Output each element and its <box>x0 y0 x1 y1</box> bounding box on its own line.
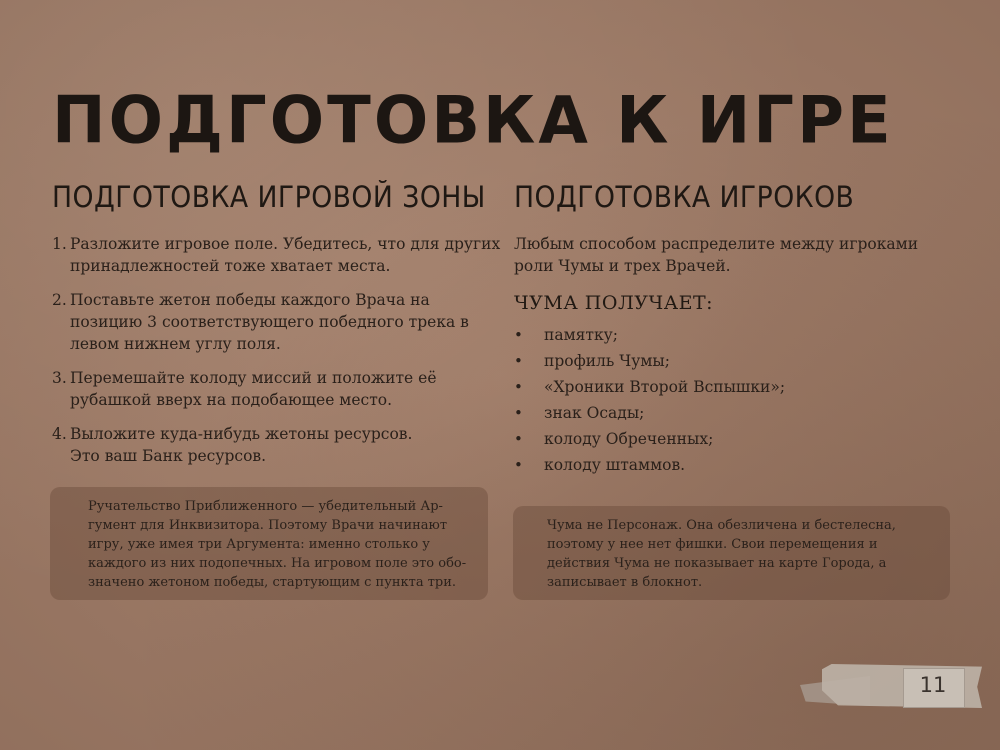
page-title: ПОДГОТОВКА К ИГРЕ <box>52 83 894 159</box>
step-line: левом нижнем углу поля. <box>70 335 281 353</box>
setup-steps-list <box>52 233 502 479</box>
setup-step <box>52 233 502 277</box>
step-number: 3. <box>52 369 67 387</box>
step-number: 4. <box>52 425 67 443</box>
intro-line: роли Чумы и трех Врачей. <box>514 257 731 275</box>
step-number: 1. <box>52 235 67 253</box>
list-item: • знак Осады; <box>514 404 645 422</box>
note-line: каждого из них подопечных. На игровом поле это обо- <box>88 556 467 571</box>
note-box-plague <box>513 506 950 600</box>
bullet-icon: • <box>514 404 523 422</box>
bullet-icon: • <box>514 326 523 344</box>
note-line: действия Чума не показывает на карте Города, а <box>547 556 887 571</box>
players-intro <box>514 233 954 277</box>
bullet-icon: • <box>514 352 523 370</box>
note-line: Ручательство Приближенного — убедительный Ар- <box>88 499 443 514</box>
plague-receives-heading: ЧУМА ПОЛУЧАЕТ: <box>514 292 714 314</box>
step-line: Это ваш Банк ресурсов. <box>70 447 267 465</box>
step-line: Разложите игровое поле. Убедитесь, что для других <box>70 235 501 253</box>
list-item: • колоду штаммов. <box>514 456 686 474</box>
bullet-icon: • <box>514 378 523 396</box>
step-line: рубашкой вверх на подобающее место. <box>70 391 393 409</box>
note-line: значено жетоном победы, стартующим с пункта три. <box>88 575 457 590</box>
list-item: • профиль Чумы; <box>514 352 670 370</box>
intro-line: Любым способом распределите между игроками <box>514 235 919 253</box>
setup-step <box>52 423 502 467</box>
page-number-tab <box>800 658 990 710</box>
section-heading-game-area: ПОДГОТОВКА ИГРОВОЙ ЗОНЫ <box>52 180 486 214</box>
step-number: 2. <box>52 291 67 309</box>
list-item: • «Хроники Второй Вспышки»; <box>514 378 786 396</box>
setup-step <box>52 367 502 411</box>
list-item: • памятку; <box>514 326 619 344</box>
plague-items-list <box>514 324 954 480</box>
note-line: гумент для Инквизитора. Поэтому Врачи начинают <box>88 518 448 533</box>
note-box-argument <box>50 487 488 600</box>
step-line: принадлежностей тоже хватает места. <box>70 257 391 275</box>
step-line: позицию 3 соответствующего победного трека в <box>70 313 469 331</box>
step-line: Поставьте жетон победы каждого Врача на <box>70 291 430 309</box>
step-line: Перемешайте колоду миссий и положите её <box>70 369 437 387</box>
note-line: Чума не Персонаж. Она обезличена и бестелесна, <box>547 518 896 533</box>
note-line: записывает в блокнот. <box>547 575 703 590</box>
setup-step <box>52 289 502 355</box>
note-line: поэтому у нее нет фишки. Свои перемещения и <box>547 537 878 552</box>
list-item: • колоду Обреченных; <box>514 430 714 448</box>
step-line: Выложите куда-нибудь жетоны ресурсов. <box>70 425 413 443</box>
bullet-icon: • <box>514 456 523 474</box>
page-number: 11 <box>919 673 947 697</box>
bullet-icon: • <box>514 430 523 448</box>
section-heading-players: ПОДГОТОВКА ИГРОКОВ <box>514 180 855 214</box>
note-line: игру, уже имея три Аргумента: именно столько у <box>88 537 430 552</box>
